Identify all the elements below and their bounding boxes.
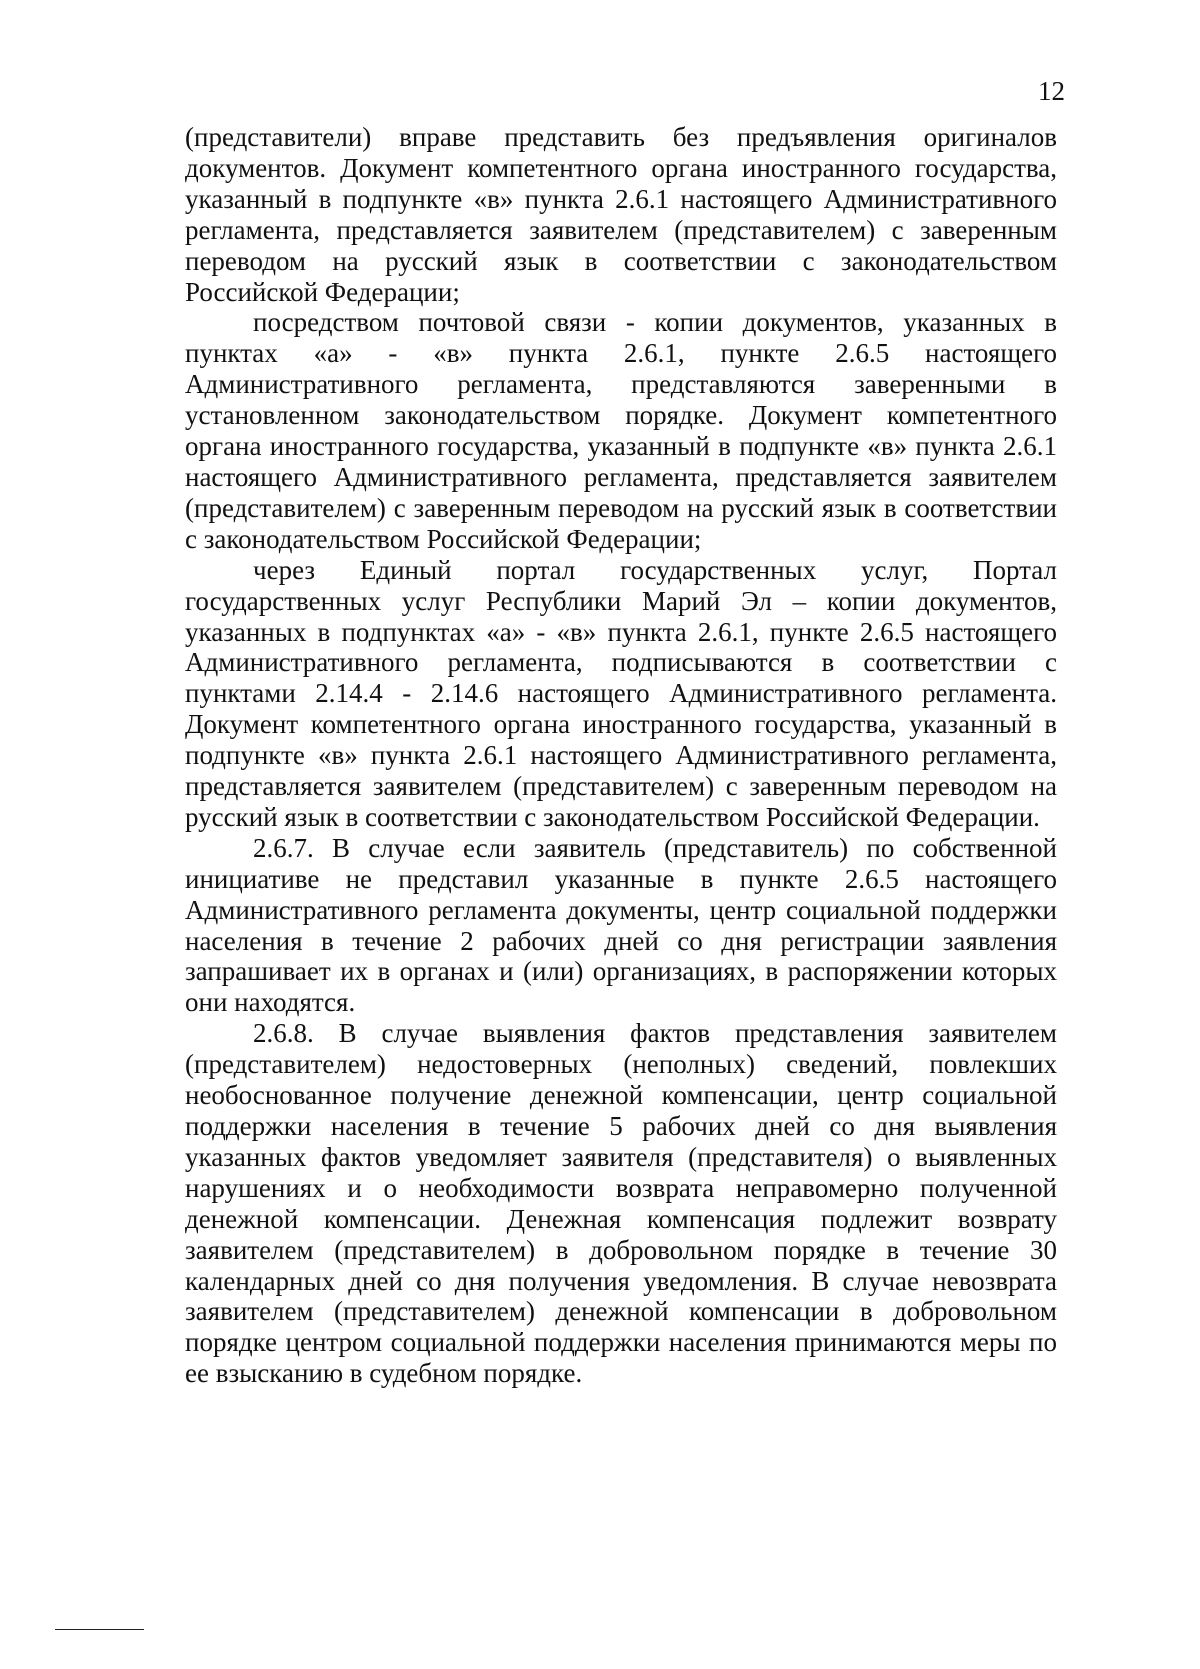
paragraph-portal: через Единый портал государственных услуг, Портал государственных услуг Республики Марий Эл – копии документов, указанных в подпунктах «а» - «в» пункта 2.6.1, пункте 2.6.5 настоящего Административного регламента, подписываются в соответствии с пунктами 2.14.4 - 2.14.6 настоящего Административного регламента. Документ компетентного органа иностранного государства, указанный в подпункте «в» пункта 2.6.1 настоящего Административного регламента, представляется заявителем (представителем) с заверенным переводом на русский язык в соответствии с законодательством Российской Федерации. (185, 554, 1057, 832)
page-number: 12 (1038, 76, 1065, 106)
paragraph-2-6-8: 2.6.8. В случае выявления фактов представления заявителем (представителем) недостоверных (неполных) сведений, повлекших необоснованное получение денежной компенсации, центр социальной поддержки населения в течение 5 рабочих дней со дня выявления указанных фактов уведомляет заявителя (представителя) о выявленных нарушениях и о необходимости возврата неправомерно полученной денежной компенсации. Денежная компенсация подлежит возврату заявителем (представителем) в добровольном порядке в течение 30 календарных дней со дня получения уведомления. В случае невозврата заявителем (представителем) денежной компенсации в добровольном порядке центром социальной поддержки населения принимаются меры по ее взысканию в судебном порядке. (185, 1018, 1057, 1389)
document-body (185, 122, 1057, 1389)
paragraph-2-6-7: 2.6.7. В случае если заявитель (представитель) по собственной инициативе не представил указанные в пункте 2.6.5 настоящего Административного регламента документы, центр социальной поддержки населения в течение 2 рабочих дней со дня регистрации заявления запрашивает их в органах и (или) организациях, в распоряжении которых они находятся. (185, 832, 1057, 1018)
footnote-divider (55, 1629, 144, 1630)
paragraph-postal: посредством почтовой связи - копии документов, указанных в пунктах «а» - «в» пункта 2.6.1, пункте 2.6.5 настоящего Административного регламента, представляются заверенными в установленном законодательством порядке. Документ компетентного органа иностранного государства, указанный в подпункте «в» пункта 2.6.1 настоящего Административного регламента, представляется заявителем (представителем) с заверенным переводом на русский язык в соответствии с законодательством Российской Федерации; (185, 307, 1057, 554)
paragraph-continuation: (представители) вправе представить без предъявления оригиналов документов. Документ компетентного органа иностранного государства, указанный в подпункте «в» пункта 2.6.1 настоящего Административного регламента, представляется заявителем (представителем) с заверенным переводом на русский язык в соответствии с законодательством Российской Федерации; (185, 122, 1057, 307)
